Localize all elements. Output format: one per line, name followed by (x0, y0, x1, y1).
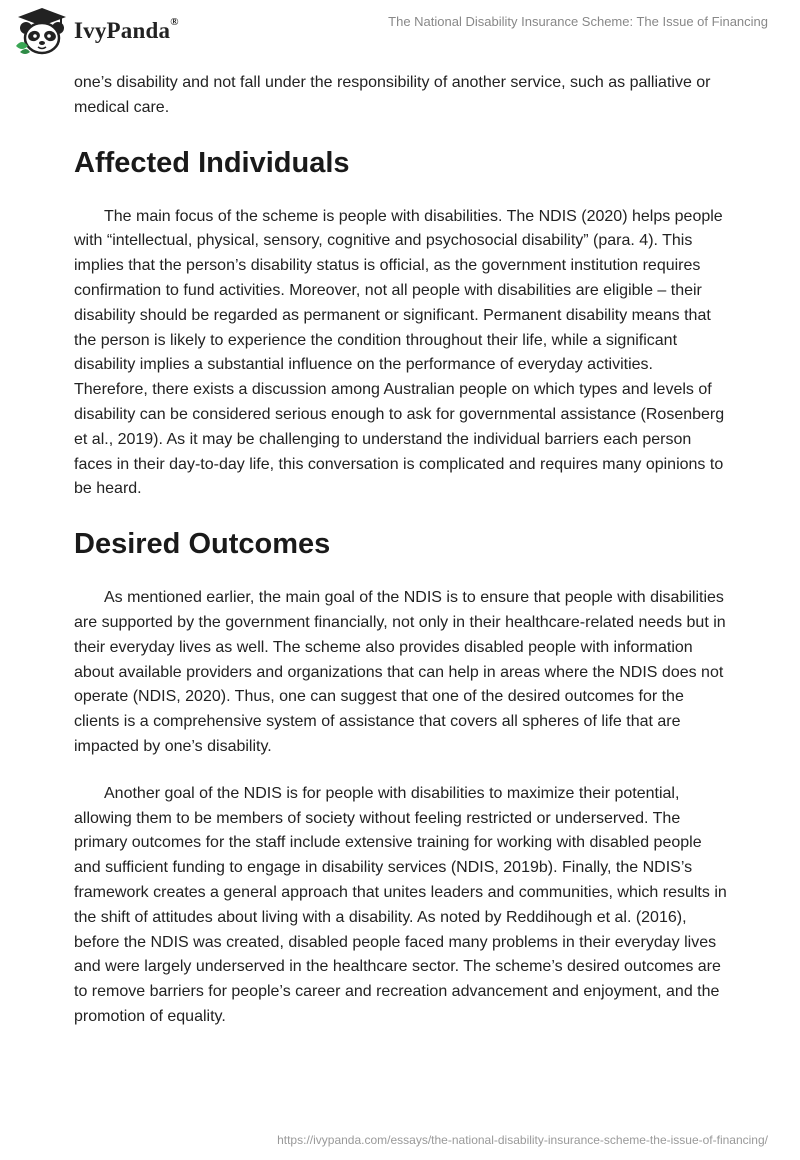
paragraph-affected-individuals-1: The main focus of the scheme is people with disabilities. The NDIS (2020) helps people with “intellectual, physical, sensory, cognitive and psychosocial disability” (para. 4). This implies that the person’s disability status is official, as the government institution requires confirmation to fund activities. Moreover, not all people with disabilities are eligible – their disability should be regarded as permanent or significant. Permanent disability means that the person is likely to experience the condition throughout their life, while a significant disability implies a substantial influence on the performance of everyday activities. Therefore, there exists a discussion among Australian people on which types and levels of disability can be considered serious enough to ask for governmental assistance (Rosenberg et al., 2019). As it may be challenging to understand the individual barriers each person faces in their day-to-day life, this conversation is complicated and requires many opinions to be heard. (74, 207, 725, 498)
registered-mark: ® (170, 16, 179, 28)
paragraph-desired-outcomes-2: Another goal of the NDIS is for people with disabilities to maximize their potential, allowing them to be members of society without feeling restricted or underserved. The primary outcomes for the staff include extensive training for working with disabled people and sufficient funding to engage in disability services (NDIS, 2019b). Finally, the NDIS’s framework creates a general approach that unites leaders and communities, which results in the shift of attitudes about living with a disability. As noted by Reddihough et al. (2016), before the NDIS was created, disabled people faced many problems in their everyday lives and were largely underserved in the healthcare sector. The scheme’s desired outcomes are to remove barriers for people’s career and recreation advancement and enjoyment, and the promotion of equality. (74, 784, 727, 1025)
section-heading-desired-outcomes: Desired Outcomes (74, 528, 331, 561)
ivypanda-logo[interactable] (14, 6, 179, 56)
essay-title: The National Disability Insurance Scheme: The Issue of Financing (388, 14, 768, 29)
intro-paragraph: one’s disability and not fall under the responsibility of another service, such as palliative or medical care. (74, 74, 711, 116)
brand-name: IvyPanda® (74, 16, 179, 43)
essay-body (74, 71, 730, 1030)
source-url-link[interactable]: https://ivypanda.com/essays/the-national-disability-insurance-scheme-the-issue-of-financing/ (277, 1133, 768, 1147)
section-heading-affected-individuals: Affected Individuals (74, 146, 350, 179)
panda-graduate-icon (14, 6, 70, 56)
paragraph-desired-outcomes-1: As mentioned earlier, the main goal of the NDIS is to ensure that people with disabilities are supported by the government financially, not only in their healthcare-related needs but in their everyday lives as well. The scheme also provides disabled people with information about available providers and organizations that can help in areas where the NDIS does not operate (NDIS, 2020). Thus, one can suggest that one of the desired outcomes for the clients is a comprehensive system of assistance that covers all spheres of life that are impacted by one’s disability. (74, 589, 726, 755)
page-header (0, 0, 800, 60)
